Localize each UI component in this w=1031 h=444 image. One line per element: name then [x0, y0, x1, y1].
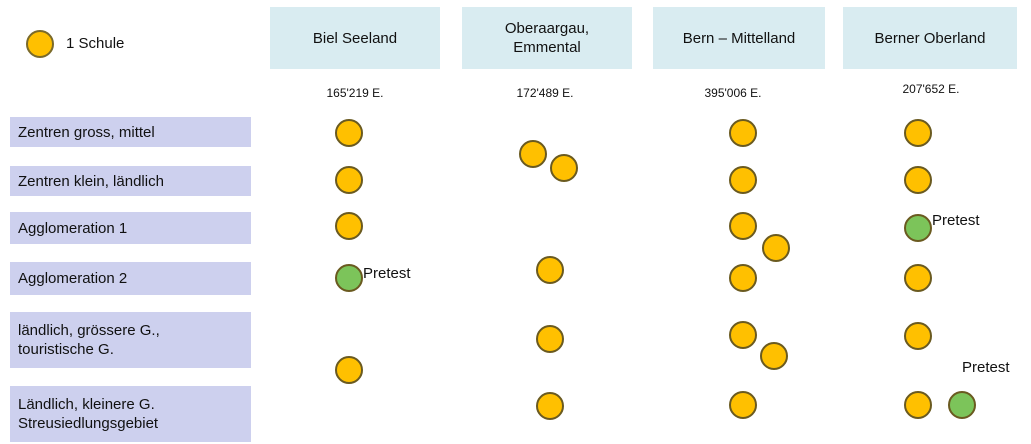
pretest-school-marker: [948, 391, 976, 419]
school-marker: [762, 234, 790, 262]
row-label-laendlich-kleinere: Ländlich, kleinere G. Streusiedlungsgebiet: [10, 386, 251, 442]
school-marker: [904, 264, 932, 292]
population-berner-oberland: 207'652 E.: [902, 82, 960, 96]
school-marker: [729, 119, 757, 147]
row-label-zentren-gross: Zentren gross, mittel: [10, 117, 251, 147]
pretest-school-marker: [335, 264, 363, 292]
school-marker: [729, 321, 757, 349]
pretest-school-marker: [904, 214, 932, 242]
school-marker: [729, 166, 757, 194]
school-marker: [729, 264, 757, 292]
school-marker: [550, 154, 578, 182]
population-biel-seeland: 165'219 E.: [326, 86, 384, 100]
region-header-bern-mittelland: Bern – Mittelland: [653, 7, 825, 69]
school-marker: [536, 256, 564, 284]
school-marker: [335, 166, 363, 194]
region-header-biel-seeland: Biel Seeland: [270, 7, 440, 69]
row-label-zentren-klein: Zentren klein, ländlich: [10, 166, 251, 196]
school-marker: [536, 392, 564, 420]
school-marker: [335, 119, 363, 147]
school-marker: [519, 140, 547, 168]
population-bern-mittelland: 395'006 E.: [704, 86, 762, 100]
school-marker: [729, 391, 757, 419]
school-marker: [536, 325, 564, 353]
school-marker: [335, 356, 363, 384]
legend-school-icon: [26, 30, 54, 58]
pretest-label: Pretest: [932, 212, 980, 229]
school-marker: [729, 212, 757, 240]
pretest-label: Pretest: [962, 359, 1010, 376]
school-marker: [904, 119, 932, 147]
school-marker: [904, 166, 932, 194]
legend-label: 1 Schule: [66, 35, 125, 52]
population-oberaargau-emmental: 172'489 E.: [516, 86, 574, 100]
school-marker: [335, 212, 363, 240]
pretest-label: Pretest: [363, 265, 411, 282]
region-header-oberaargau-emmental: Oberaargau, Emmental: [462, 7, 632, 69]
row-label-laendlich-groessere: ländlich, grössere G., touristische G.: [10, 312, 251, 368]
row-label-agglomeration-2: Agglomeration 2: [10, 262, 251, 295]
school-marker: [760, 342, 788, 370]
school-marker: [904, 391, 932, 419]
region-header-berner-oberland: Berner Oberland: [843, 7, 1017, 69]
row-label-agglomeration-1: Agglomeration 1: [10, 212, 251, 244]
school-marker: [904, 322, 932, 350]
